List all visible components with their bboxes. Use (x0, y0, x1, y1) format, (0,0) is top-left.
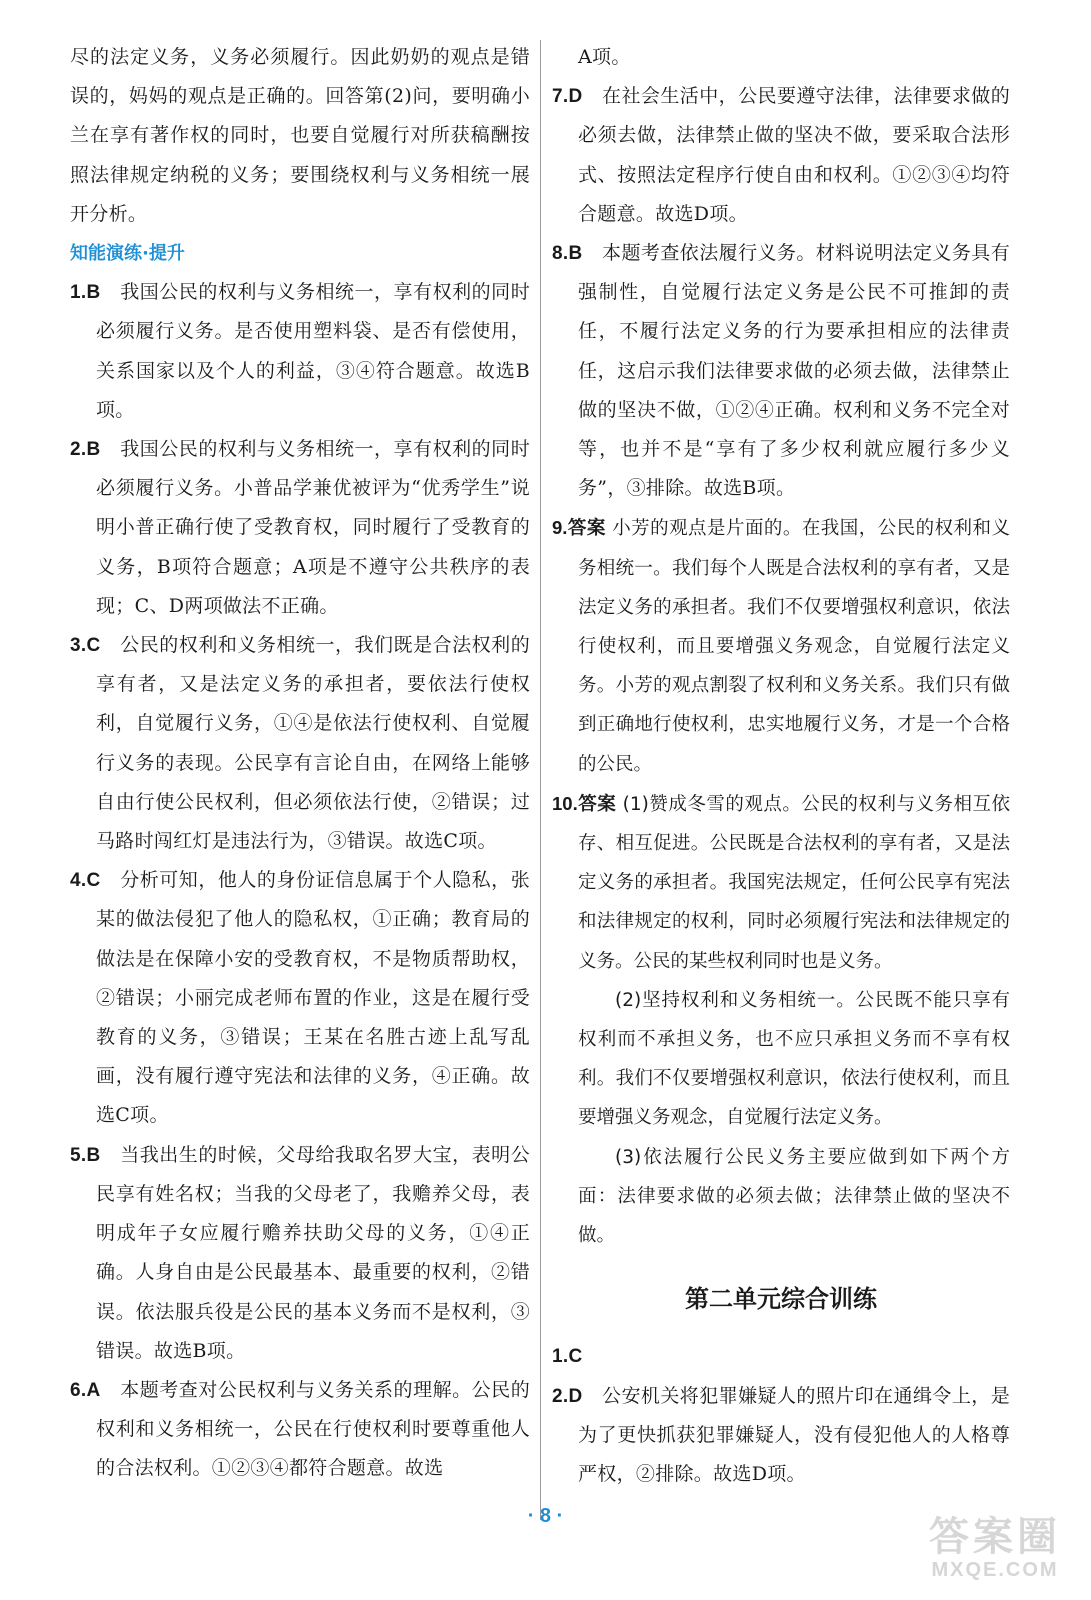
item-number: 8. (552, 243, 569, 265)
item-number: 5. (70, 1144, 87, 1166)
item-answer: C (86, 870, 101, 892)
answer-label: 答案 (577, 792, 617, 814)
answer-item-6 (70, 1371, 530, 1489)
item-explanation-part-1: (1)赞成冬雪的观点。公民的权利与义务相互依存、相互促进。公民既是合法权利的享有者，又是法定义务的承担者。我国宪法规定，任何公民享有宪法和法律规定的权利，同时必须履行宪法和法律规定的义务。公民的某些权利同时也是义务。 (578, 793, 1010, 972)
unit-answer-item-2 (552, 1377, 1010, 1495)
item-answer: B (86, 282, 101, 304)
intro-paragraph: 尽的法定义务，义务必须履行。因此奶奶的观点是错误的，妈妈的观点是正确的。回答第(2)问，要明确小兰在享有著作权的同时，也要自觉履行对所获稿酬按照法律规定纳税的义务；要围绕权利与义务相统一展开分析。 (70, 46, 530, 225)
item-answer: B (568, 243, 583, 265)
item-answer: D (568, 1385, 583, 1407)
item-explanation: 分析可知，他人的身份证信息属于个人隐私，张某的做法侵犯了他人的隐私权，①正确；教育局的做法是在保障小安的受教育权，不是物质帮助权，②错误；小丽完成老师布置的作业，这是在履行受教育的义务，③错误；王某在名胜古迹上乱写乱画，没有履行遵守宪法和法律的义务，④正确。故选C项。 (96, 869, 530, 1127)
answer-item-2 (70, 430, 530, 626)
item-explanation: 小芳的观点是片面的。在我国，公民的权利和义务相统一。我们每个人既是合法权利的享有者，又是法定义务的承担者。我们不仅要增强权利意识，依法行使权利，而且要增强义务观念，自觉履行法定义务。小芳的观点割裂了权利和义务关系。我们只有做到正确地行使权利，忠实地履行义务，才是一个合格的公民。 (578, 518, 1010, 775)
unit-answer-item-1 (552, 1337, 1010, 1376)
answer-item-9 (552, 508, 1010, 783)
section-heading: 知能演练·提升 (70, 243, 185, 265)
answer-item-1 (70, 273, 530, 430)
item-answer: C (86, 635, 101, 657)
answer-item-4 (70, 861, 530, 1135)
item-answer: A (86, 1379, 101, 1401)
item-explanation: 公安机关将犯罪嫌疑人的照片印在通缉令上，是为了更快抓获犯罪嫌疑人，没有侵犯他人的人格尊严权，②排除。故选D项。 (578, 1384, 1010, 1485)
left-column (70, 38, 530, 1489)
watermark-text: 答案圈 (929, 1514, 1061, 1560)
item-answer: D (568, 86, 583, 108)
column-divider (540, 40, 541, 1520)
item-explanation: 公民的权利和义务相统一，我们既是合法权利的享有者，又是法定义务的承担者，要依法行使权利，自觉履行义务，①④是依法行使权利、自觉履行义务的表现。公民享有言论自由，在网络上能够自由行使公民权利，但必须依法行使，②错误；过马路时闯红灯是违法行为，③错误。故选C项。 (96, 634, 530, 853)
answer-label: 答案 (567, 517, 606, 539)
watermark-logo (929, 1515, 1061, 1582)
item-explanation: 在社会生活中，公民要遵守法律，法律要求做的必须去做，法律禁止做的坚决不做，要采取合法形式、按照法定程序行使自由和权利。①②③④均符合题意。故选D项。 (578, 85, 1010, 225)
answer-item-10 (552, 784, 1010, 981)
item-explanation: 本题考查依法履行义务。材料说明法定义务具有强制性，自觉履行法定义务是公民不可推卸的责任，不履行法定义务的行为要承担相应的法律责任，这启示我们法律要求做的必须去做，法律禁止做的坚决不做，①②④正确。权利和义务不完全对等，也并不是“享有了多少权利就应履行多少义务”，③排除。故选B项。 (578, 242, 1010, 500)
item-number: 3. (70, 635, 87, 657)
item-number: 6. (70, 1379, 87, 1401)
answer-item-5 (70, 1136, 530, 1371)
answer-item-8 (552, 234, 1010, 508)
item-number: 7. (552, 86, 569, 108)
item-answer: C (568, 1346, 583, 1368)
unit-title: 第二单元综合训练 (685, 1285, 877, 1314)
item-explanation: 我国公民的权利与义务相统一，享有权利的同时必须履行义务。小普品学兼优被评为“优秀学生”说明小普正确行使了受教育权，同时履行了受教育的义务，B项符合题意；A项是不遵守公共秩序的表现；C、D两项做法不正确。 (96, 438, 530, 617)
item-number: 1. (552, 1346, 569, 1368)
item-explanation: 我国公民的权利与义务相统一，享有权利的同时必须履行义务。是否使用塑料袋、是否有偿使用，关系国家以及个人的利益，③④符合题意。故选B项。 (96, 281, 530, 421)
page-number: · 8 · (527, 1505, 564, 1527)
answer-item-3 (70, 626, 530, 861)
carry-over-text: A项。 (578, 46, 631, 68)
item-number: 2. (552, 1385, 569, 1407)
right-column (552, 38, 1010, 1494)
answer-10-part-3: (3)依法履行公民义务主要应做到如下两个方面：法律要求做的必须去做；法律禁止做的坚决不做。 (578, 1146, 1010, 1247)
item-number: 4. (70, 870, 87, 892)
item-number: 10. (552, 792, 578, 814)
answer-item-7 (552, 77, 1010, 234)
item-explanation: 当我出生的时候，父母给我取名罗大宝，表明公民享有姓名权；当我的父母老了，我赡养父母，表明成年子女应履行赡养扶助父母的义务，①④正确。人身自由是公民最基本、最重要的权利，②错误。依法服兵役是公民的基本义务而不是权利，③错误。故选B项。 (96, 1143, 530, 1362)
watermark-url: MXQE.COM (931, 1559, 1059, 1581)
item-answer: B (86, 1144, 101, 1166)
item-answer: B (86, 439, 101, 461)
item-number: 1. (70, 282, 87, 304)
item-number: 2. (70, 439, 87, 461)
answer-10-part-2: (2)坚持权利和义务相统一。公民既不能只享有权利而不承担义务，也不应只承担义务而不享有权利。我们不仅要增强权利意识，依法行使权利，而且要增强义务观念，自觉履行法定义务。 (578, 989, 1010, 1129)
item-explanation: 本题考查对公民权利与义务关系的理解。公民的权利和义务相统一，公民在行使权利时要尊重他人的合法权利。①②③④都符合题意。故选 (96, 1378, 530, 1480)
item-number: 9. (552, 517, 568, 539)
